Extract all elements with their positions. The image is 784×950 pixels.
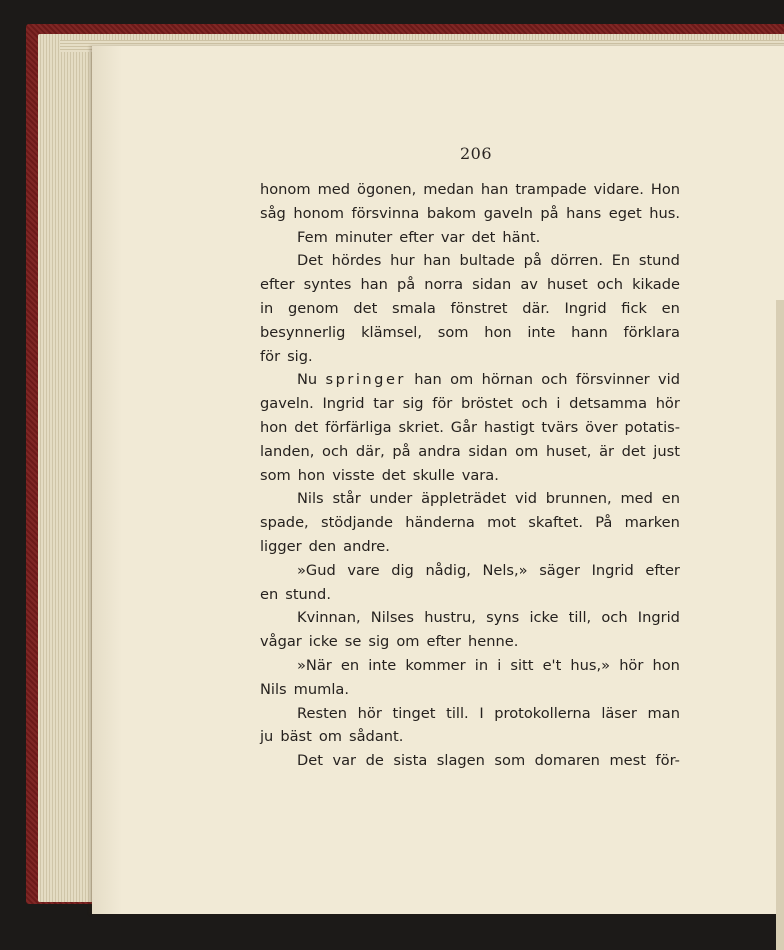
word: spade, <box>260 514 309 532</box>
word: en <box>340 656 360 674</box>
word: de <box>365 752 384 770</box>
word: av <box>520 276 538 294</box>
word: stödjande <box>320 514 393 532</box>
word: skulle <box>412 466 455 484</box>
word: en <box>661 299 680 317</box>
page-right-edge <box>776 300 784 950</box>
text-line <box>260 464 680 488</box>
word: på <box>392 442 411 460</box>
word: försvinner <box>575 371 650 389</box>
word: tvärs <box>541 418 579 436</box>
word: fick <box>621 299 647 317</box>
word: hon <box>484 323 512 341</box>
word: andra <box>418 442 461 460</box>
word: som <box>437 323 469 341</box>
word: visste <box>332 466 375 484</box>
word: minuter <box>334 228 393 246</box>
word: i <box>556 395 561 413</box>
word: han <box>480 181 509 198</box>
word: nådig, <box>425 561 471 579</box>
text-line <box>260 725 680 749</box>
word: norra <box>424 276 464 294</box>
word: som <box>494 752 526 770</box>
word: ligger <box>260 537 302 555</box>
word: bakom <box>426 204 477 222</box>
text-line <box>260 249 680 273</box>
word: för <box>432 395 453 413</box>
word: säger <box>539 561 580 579</box>
word: han <box>414 371 442 389</box>
word: efter <box>645 561 680 579</box>
text-line <box>260 535 680 559</box>
word: Ingrid <box>637 609 680 627</box>
text-line <box>260 273 680 297</box>
word: Går <box>450 418 478 436</box>
word: det <box>621 442 646 460</box>
word: En <box>611 252 631 270</box>
word: för- <box>655 752 680 770</box>
word: springer <box>325 371 406 389</box>
word: brunnen, <box>545 490 612 508</box>
word: hustru, <box>424 609 476 627</box>
word: förfärliga <box>325 418 392 436</box>
word: sig <box>368 633 390 651</box>
word: vågar <box>260 633 302 651</box>
word: mot <box>487 514 517 532</box>
word: och <box>521 395 548 413</box>
text-line <box>260 511 680 535</box>
word: huset, <box>545 442 592 460</box>
word: hann <box>571 323 608 341</box>
text-line <box>260 583 680 607</box>
word: detsamma <box>569 395 648 413</box>
word: och <box>322 442 349 460</box>
word: hus,» <box>570 656 611 674</box>
word: under <box>369 490 413 508</box>
word: till, <box>568 609 592 627</box>
word: såg <box>260 204 286 222</box>
text-line <box>260 654 680 678</box>
text-line <box>260 487 680 511</box>
word: sidan <box>472 276 512 294</box>
word: just <box>653 442 680 460</box>
word: in <box>474 656 489 674</box>
word: bröstet <box>460 395 513 413</box>
word: huset <box>546 276 588 294</box>
word: gaveln. <box>260 395 314 413</box>
word: domaren <box>534 752 600 770</box>
word: Nilses <box>370 609 415 627</box>
word: gaveln <box>483 204 533 222</box>
text-line <box>260 630 680 654</box>
word: äppleträdet <box>421 490 507 508</box>
word: syns <box>486 609 520 627</box>
word: mumla. <box>293 680 349 698</box>
page-number: 206 <box>460 144 493 163</box>
word: hon <box>652 656 680 674</box>
word: på <box>540 204 559 222</box>
word: ögonen, <box>357 181 417 198</box>
word: slagen <box>436 752 485 770</box>
word: inte <box>527 323 556 341</box>
word: andre. <box>343 537 390 555</box>
word: till. <box>446 704 469 722</box>
word: läser <box>601 704 637 722</box>
word: vara. <box>461 466 499 484</box>
word: hastigt <box>483 418 535 436</box>
word: en <box>661 490 680 508</box>
word: stund. <box>285 585 331 603</box>
word: hörnan <box>481 371 533 389</box>
word: icke <box>529 609 559 627</box>
word: medan <box>423 181 474 198</box>
word: och <box>596 276 624 294</box>
word: han <box>423 252 451 270</box>
word: hus. <box>649 204 680 222</box>
word: Ingrid <box>322 395 365 413</box>
word: hör <box>655 395 680 413</box>
word: hon <box>297 466 326 484</box>
word: sidan <box>468 442 508 460</box>
word: genom <box>288 299 339 317</box>
word: Resten <box>297 704 348 722</box>
word: potatis- <box>624 418 680 436</box>
word: det <box>353 299 378 317</box>
word: det <box>471 228 496 246</box>
word: inte <box>368 656 397 674</box>
word: landen, <box>260 442 315 460</box>
word: trampade <box>515 181 587 198</box>
word: det <box>294 418 319 436</box>
word: hör <box>357 704 382 722</box>
word: e't <box>542 656 562 674</box>
word: Nils <box>260 680 287 698</box>
word: kommer <box>405 656 466 674</box>
word: tinget <box>392 704 436 722</box>
word: Ingrid <box>591 561 634 579</box>
word: på <box>523 252 542 270</box>
word: var <box>440 228 465 246</box>
word: hördes <box>331 252 382 270</box>
word: på <box>396 276 416 294</box>
word: vid <box>515 490 537 508</box>
word: besynnerlig <box>260 323 346 341</box>
word: sista <box>393 752 428 770</box>
word: sig <box>402 395 424 413</box>
word: hon <box>260 418 288 436</box>
word: om <box>318 728 343 746</box>
word: om <box>450 371 474 389</box>
text-line <box>260 178 680 202</box>
word: som <box>260 466 291 484</box>
word: Ingrid <box>564 299 607 317</box>
word: marken <box>624 514 680 532</box>
word: och <box>601 609 628 627</box>
word: dig <box>391 561 414 579</box>
word: se <box>344 633 362 651</box>
word: in <box>260 299 274 317</box>
word: över <box>585 418 618 436</box>
word: Det <box>297 252 323 270</box>
word: sitt <box>510 656 534 674</box>
word: mest <box>609 752 646 770</box>
text-line <box>260 226 680 250</box>
text-line <box>260 702 680 726</box>
text-line <box>260 202 680 226</box>
word: försvinna <box>351 204 420 222</box>
word: ju <box>260 728 274 746</box>
word: en <box>260 585 279 603</box>
text-line <box>260 345 680 369</box>
word: sådant. <box>349 728 404 746</box>
text-line <box>260 392 680 416</box>
word: den <box>308 537 337 555</box>
word: sig. <box>287 347 313 365</box>
word: om <box>515 442 539 460</box>
word: eget <box>608 204 642 222</box>
word: I <box>479 704 484 722</box>
word: med <box>620 490 653 508</box>
body-text <box>260 178 680 773</box>
text-line <box>260 606 680 630</box>
word: och <box>541 371 568 389</box>
word: På <box>595 514 613 532</box>
word: skaftet. <box>528 514 583 532</box>
word: är <box>599 442 615 460</box>
word: efter <box>260 276 295 294</box>
word: hur <box>390 252 415 270</box>
text-line <box>260 559 680 583</box>
word: händerna <box>405 514 475 532</box>
word: tar <box>373 395 394 413</box>
word: bultade <box>459 252 515 270</box>
word: Nu <box>297 371 318 389</box>
word: Nils <box>297 490 324 508</box>
word: honom <box>293 204 344 222</box>
text-line <box>260 321 680 345</box>
word: Hon <box>650 181 680 198</box>
word: vidare. <box>593 181 644 198</box>
word: bäst <box>280 728 312 746</box>
word: stund <box>638 252 680 270</box>
word: »Gud <box>297 561 336 579</box>
word: Nels,» <box>482 561 528 579</box>
word: henne. <box>468 633 519 651</box>
word: kikade <box>632 276 680 294</box>
word: står <box>332 490 361 508</box>
word: Fem <box>297 228 328 246</box>
word: klämsel, <box>361 323 423 341</box>
word: Det <box>297 752 323 770</box>
word: om <box>396 633 420 651</box>
word: med <box>317 181 351 198</box>
word: hänt. <box>502 228 541 246</box>
word: där, <box>355 442 385 460</box>
word: var <box>332 752 357 770</box>
word: man <box>647 704 680 722</box>
word: syntes <box>303 276 352 294</box>
word: skriet. <box>398 418 444 436</box>
word: i <box>497 656 502 674</box>
text-line <box>260 368 680 392</box>
word: icke <box>308 633 338 651</box>
word: efter <box>399 228 434 246</box>
word: protokollerna <box>494 704 591 722</box>
word: honom <box>260 181 311 198</box>
word: vid <box>658 371 680 389</box>
word: hör <box>619 656 644 674</box>
text-line <box>260 678 680 702</box>
text-line <box>260 416 680 440</box>
word: vare <box>347 561 380 579</box>
word: han <box>360 276 388 294</box>
word: det <box>381 466 406 484</box>
word: smala <box>392 299 436 317</box>
word: dörren. <box>550 252 603 270</box>
word: förklara <box>623 323 680 341</box>
word: där. <box>522 299 550 317</box>
text-line <box>260 297 680 321</box>
word: fönstret <box>450 299 508 317</box>
text-line <box>260 749 680 773</box>
word: hans <box>566 204 602 222</box>
word: Kvinnan, <box>297 609 361 627</box>
word: för <box>260 347 281 365</box>
word: efter <box>426 633 462 651</box>
text-line <box>260 440 680 464</box>
word: »När <box>297 656 332 674</box>
